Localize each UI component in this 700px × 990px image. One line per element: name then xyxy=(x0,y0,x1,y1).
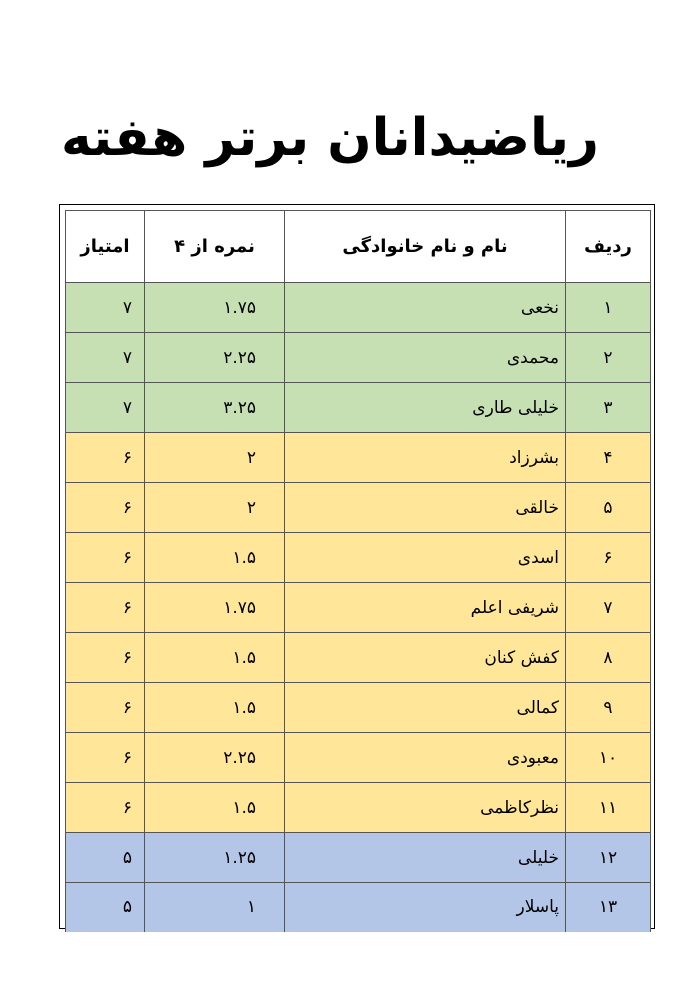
score-cell: ۱.۵ xyxy=(145,533,285,583)
score-cell: ۱ xyxy=(145,883,285,932)
points-cell: ۷ xyxy=(66,333,145,383)
name-cell: کفش کنان xyxy=(285,633,566,683)
points-cell: ۵ xyxy=(66,883,145,932)
table-row xyxy=(66,633,651,683)
table-row xyxy=(66,383,651,433)
points-cell: ۶ xyxy=(66,783,145,833)
table-row xyxy=(66,833,651,883)
name-cell: معبودی xyxy=(285,733,566,783)
points-cell: ۶ xyxy=(66,683,145,733)
header-points: امتیاز xyxy=(66,211,145,283)
table-row xyxy=(66,483,651,533)
table-row xyxy=(66,733,651,783)
name-cell: نخعی xyxy=(285,283,566,333)
name-cell: نظرکاظمی xyxy=(285,783,566,833)
rank-cell: ۱۲ xyxy=(566,833,651,883)
rank-cell: ۶ xyxy=(566,533,651,583)
name-cell: خلیلی طاری xyxy=(285,383,566,433)
rank-cell: ۵ xyxy=(566,483,651,533)
points-cell: ۶ xyxy=(66,483,145,533)
score-cell: ۱.۵ xyxy=(145,683,285,733)
score-cell: ۱.۷۵ xyxy=(145,583,285,633)
rank-cell: ۲ xyxy=(566,333,651,383)
header-rank: ردیف xyxy=(566,211,651,283)
score-cell: ۱.۲۵ xyxy=(145,833,285,883)
name-cell: پاسلار xyxy=(285,883,566,932)
rank-cell: ۷ xyxy=(566,583,651,633)
table-row xyxy=(66,283,651,333)
name-cell: خالقی xyxy=(285,483,566,533)
points-cell: ۶ xyxy=(66,433,145,483)
score-cell: ۲.۲۵ xyxy=(145,333,285,383)
score-cell: ۲ xyxy=(145,483,285,533)
table-body xyxy=(66,283,651,932)
points-cell: ۷ xyxy=(66,383,145,433)
points-cell: ۵ xyxy=(66,833,145,883)
score-cell: ۲ xyxy=(145,433,285,483)
points-cell: ۶ xyxy=(66,533,145,583)
name-cell: کمالی xyxy=(285,683,566,733)
table-row xyxy=(66,783,651,833)
name-cell: محمدی xyxy=(285,333,566,383)
name-cell: خلیلی xyxy=(285,833,566,883)
score-cell: ۱.۵ xyxy=(145,633,285,683)
score-cell: ۲.۲۵ xyxy=(145,733,285,783)
table-row xyxy=(66,683,651,733)
score-cell: ۱.۵ xyxy=(145,783,285,833)
name-cell: اسدی xyxy=(285,533,566,583)
table-row xyxy=(66,533,651,583)
table-header-row xyxy=(66,211,651,283)
points-cell: ۶ xyxy=(66,733,145,783)
name-cell: شریفی اعلم xyxy=(285,583,566,633)
rank-cell: ۴ xyxy=(566,433,651,483)
rank-cell: ۹ xyxy=(566,683,651,733)
score-cell: ۳.۲۵ xyxy=(145,383,285,433)
rank-cell: ۱۱ xyxy=(566,783,651,833)
points-cell: ۷ xyxy=(66,283,145,333)
header-name: نام و نام خانوادگی xyxy=(285,211,566,283)
points-cell: ۶ xyxy=(66,633,145,683)
points-cell: ۶ xyxy=(66,583,145,633)
rank-cell: ۱۰ xyxy=(566,733,651,783)
leaderboard-table xyxy=(65,210,651,932)
rank-cell: ۱ xyxy=(566,283,651,333)
table-row xyxy=(66,583,651,633)
rank-cell: ۸ xyxy=(566,633,651,683)
rank-cell: ۱۳ xyxy=(566,883,651,932)
rank-cell: ۳ xyxy=(566,383,651,433)
score-cell: ۱.۷۵ xyxy=(145,283,285,333)
page-title: ریاضیدانان برتر هفته xyxy=(61,108,599,168)
name-cell: بشرزاد xyxy=(285,433,566,483)
table-row xyxy=(66,883,651,932)
table-row xyxy=(66,333,651,383)
table-row xyxy=(66,433,651,483)
header-score: نمره از ۴ xyxy=(145,211,285,283)
